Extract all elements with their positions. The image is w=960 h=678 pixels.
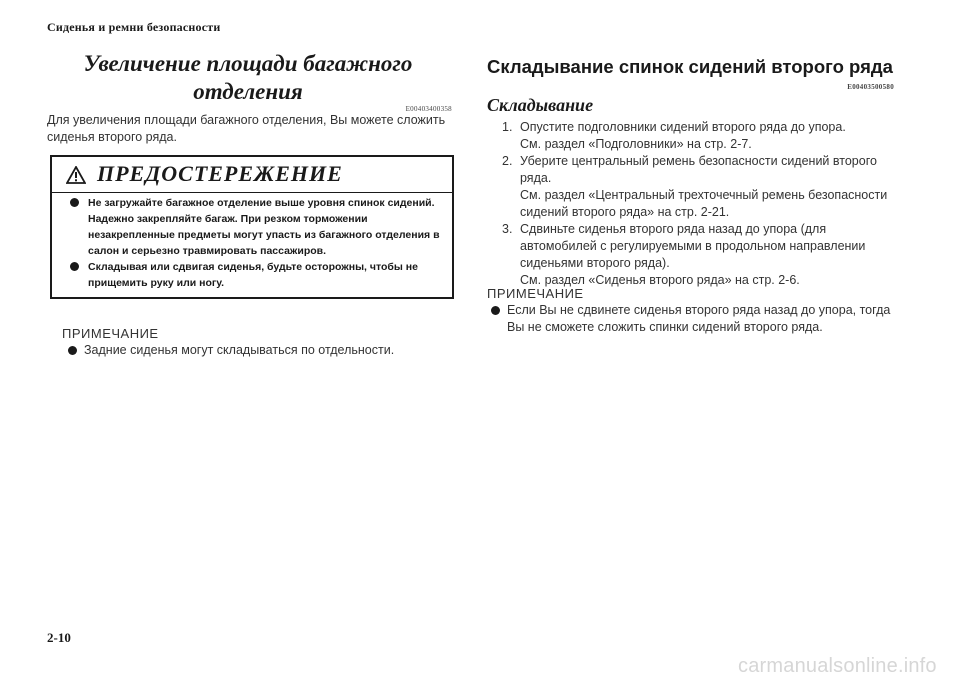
right-note-label: ПРИМЕЧАНИЕ — [487, 286, 584, 301]
left-title-line1: Увеличение площади багажного — [83, 51, 413, 76]
note-item — [64, 342, 444, 359]
bullet-icon — [491, 306, 500, 315]
right-section-code: E00403500580 — [847, 83, 894, 91]
warning-item — [52, 195, 452, 259]
right-subsection-title: Складывание — [487, 95, 594, 115]
left-section-code: E00403400358 — [405, 105, 452, 113]
left-note-label: ПРИМЕЧАНИЕ — [62, 326, 159, 341]
page-number: 2-10 — [47, 630, 71, 645]
right-section-title: Складывание спинок сидений второго ряда — [487, 56, 893, 77]
right-note-list — [487, 302, 897, 336]
step-text: Сдвиньте сиденья второго ряда назад до упора (для автомобилей с регулируемыми в продольном направлении сиденьями второго ряда). — [520, 222, 866, 270]
bullet-icon — [68, 346, 77, 355]
step-reference: См. раздел «Подголовники» на стр. 2-7. — [520, 137, 752, 151]
left-section-title — [62, 50, 434, 106]
note-item-text: Если Вы не сдвинете сиденья второго ряда назад до упора, тогда Вы не сможете сложить спинки сидений второго ряда. — [507, 303, 891, 334]
bullet-icon — [70, 262, 79, 271]
steps-list — [502, 119, 902, 289]
step-number: 1. — [502, 120, 513, 134]
note-item — [487, 302, 897, 336]
warning-header — [52, 157, 452, 193]
step-reference: См. раздел «Центральный трехточечный ремень безопасности сидений второго ряда» на стр. 2-21. — [520, 188, 888, 219]
left-intro-text: Для увеличения площади багажного отделения, Вы можете сложить сиденья второго ряда. — [47, 113, 446, 144]
left-title-line2: отделения — [193, 79, 303, 104]
warning-triangle-icon — [66, 166, 86, 184]
warning-item-text: Складывая или сдвигая сиденья, будьте осторожны, чтобы не прищемить руку или ногу. — [88, 261, 418, 289]
step-number: 2. — [502, 154, 513, 168]
step-reference: См. раздел «Сиденья второго ряда» на стр. 2-6. — [520, 273, 800, 287]
step-text: Опустите подголовники сидений второго ряда до упора. — [520, 120, 846, 134]
warning-item-text: Не загружайте багажное отделение выше уровня спинок сидений. Надежно закрепляйте багаж. При резком торможении незакрепленные предметы могут упасть из багажного отделения в салон и серьезно травмировать пассажиров. — [88, 197, 440, 257]
warning-item — [52, 259, 452, 291]
warning-list — [52, 195, 452, 291]
step-text: Уберите центральный ремень безопасности сидений второго ряда. — [520, 154, 877, 185]
warning-title: ПРЕДОСТЕРЕЖЕНИЕ — [97, 161, 343, 186]
bullet-icon — [70, 198, 79, 207]
note-item-text: Задние сиденья могут складываться по отдельности. — [84, 343, 395, 357]
step-item — [502, 221, 902, 289]
step-item — [502, 119, 902, 153]
step-item — [502, 153, 902, 221]
warning-box — [50, 155, 454, 299]
left-note-list — [64, 342, 444, 359]
watermark-text: carmanualsonline.info — [738, 655, 937, 677]
running-head: Сиденья и ремни безопасности — [47, 20, 221, 34]
step-number: 3. — [502, 222, 513, 236]
